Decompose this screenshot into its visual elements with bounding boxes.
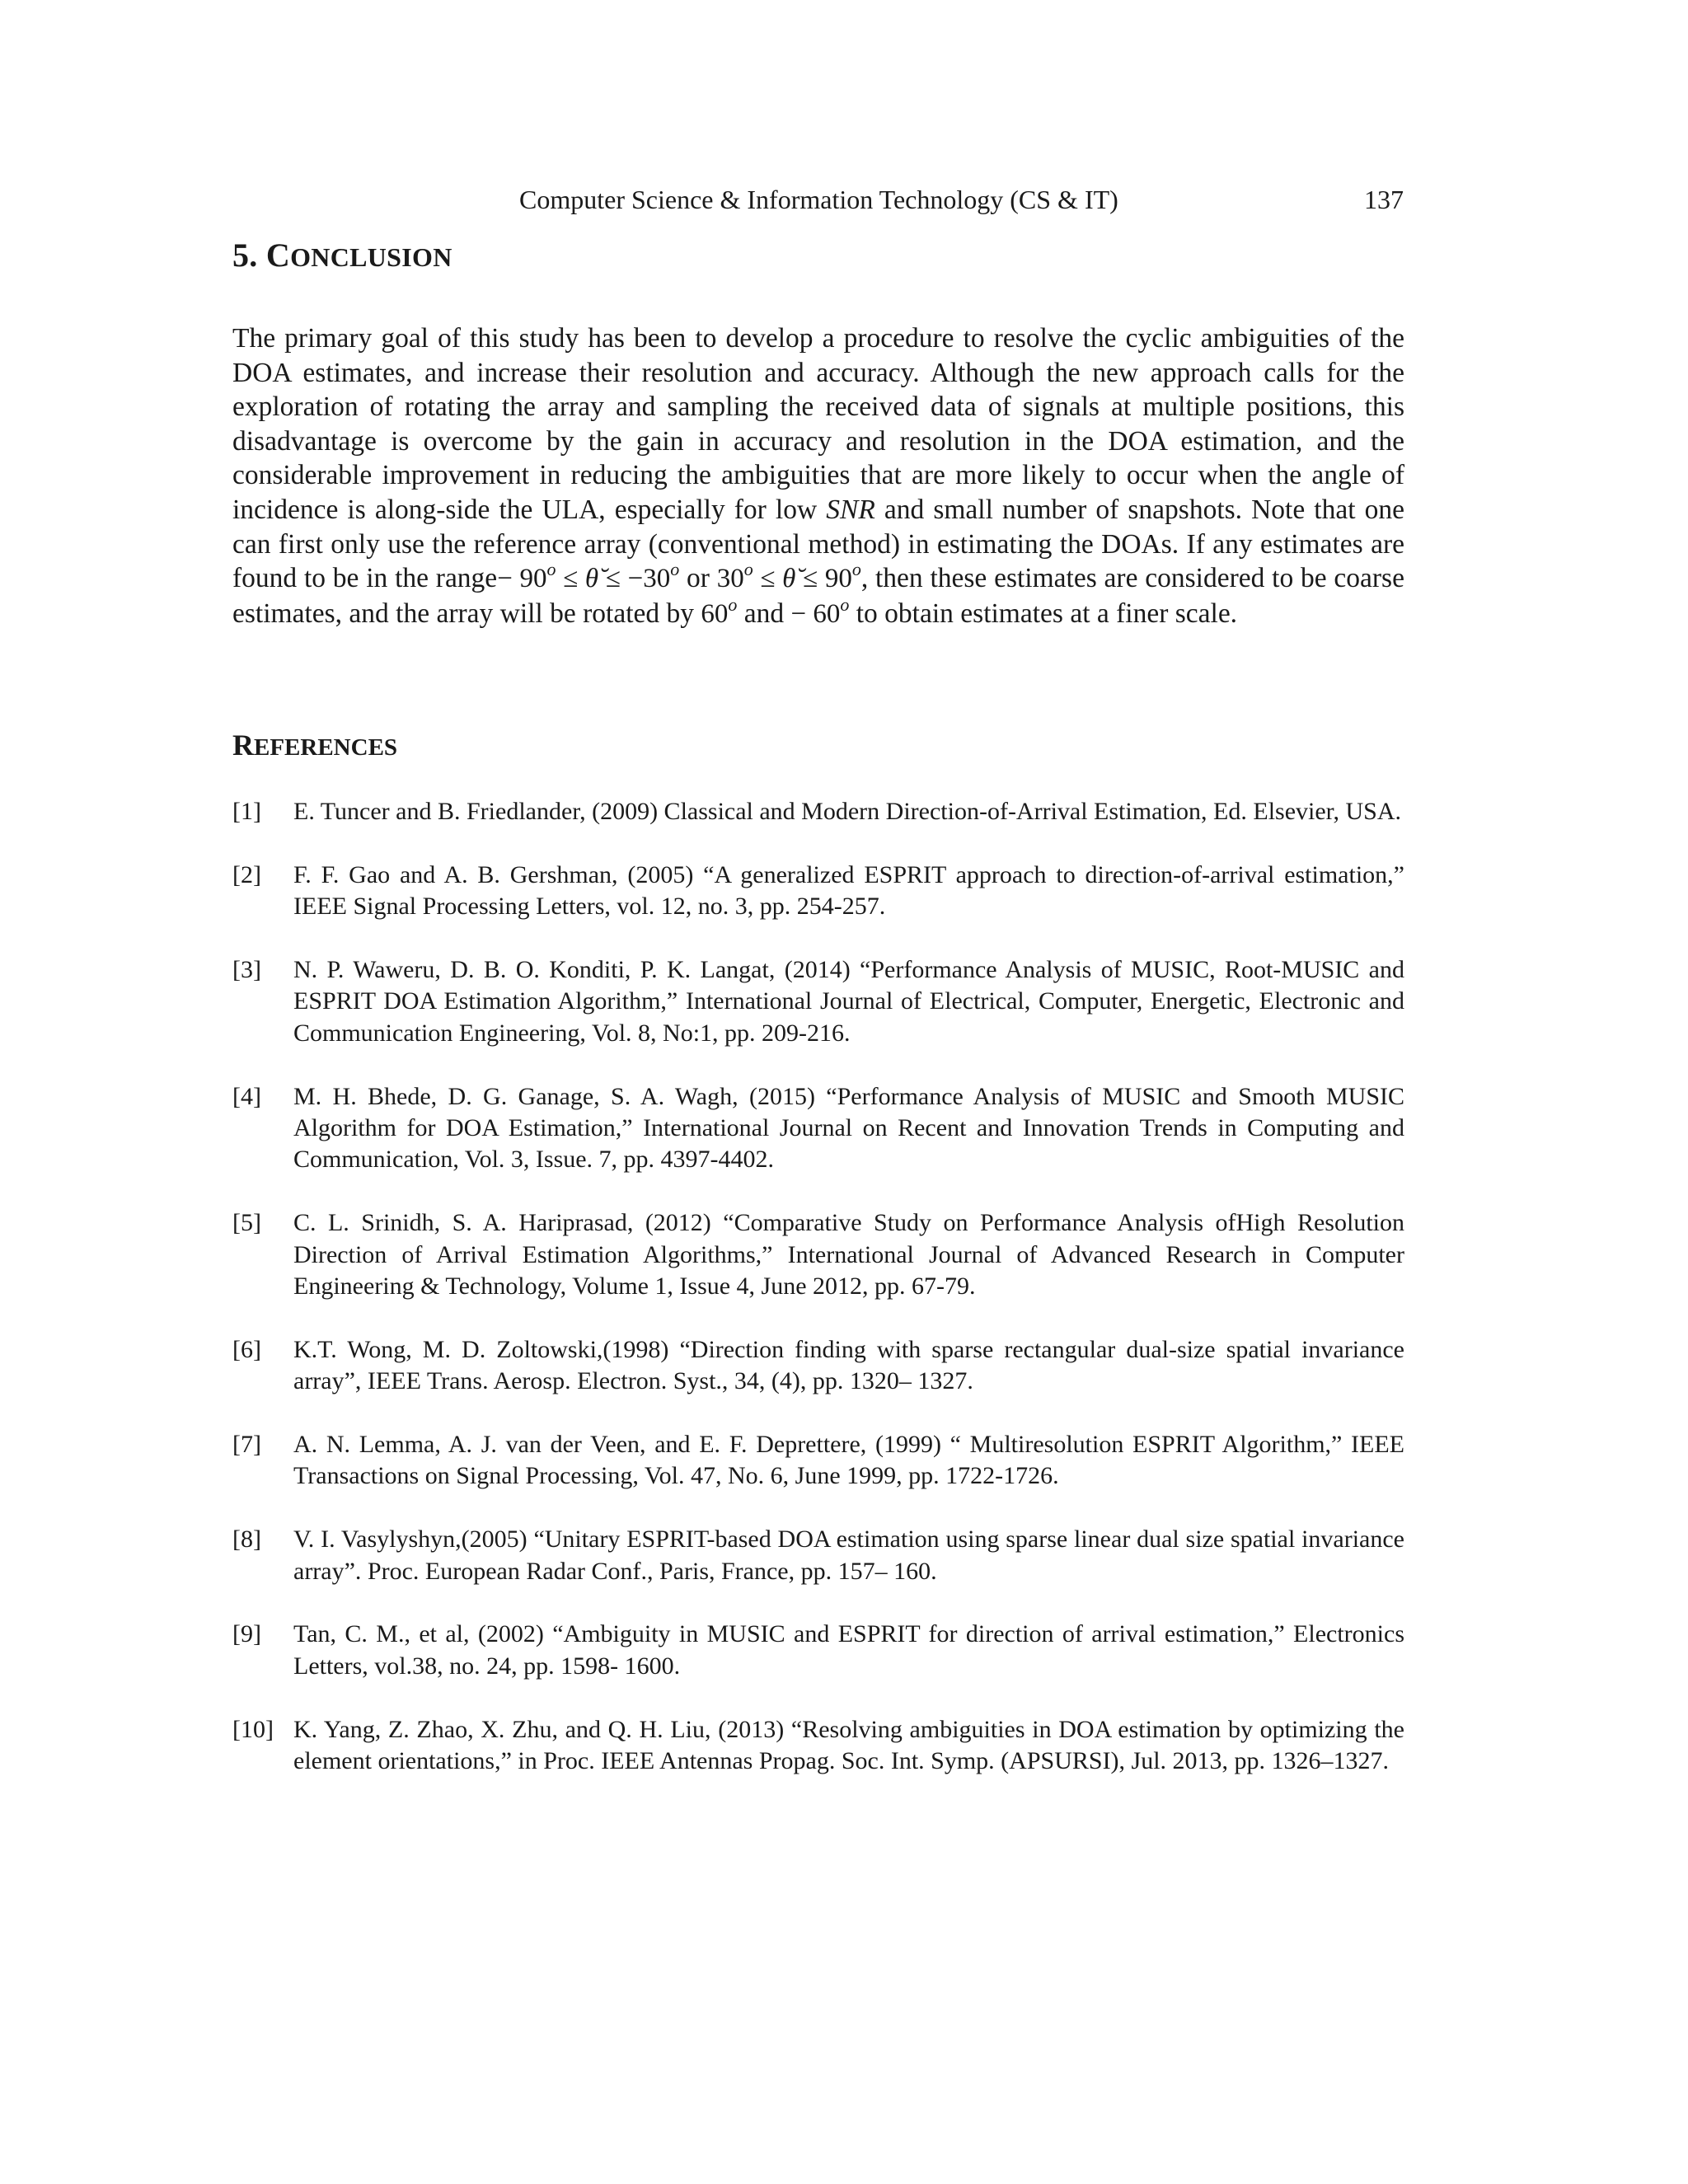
reference-text: Tan, C. M., et al, (2002) “Ambiguity in MUSIC and ESPRIT for direction of arrival estimation,” Electronics Letters, vol.38, no. 24, pp. 1598- 1600. [293, 1620, 1404, 1680]
rotation-expression-2 [790, 593, 850, 629]
refs-heading-smallcaps: EFERENCES [254, 734, 398, 761]
running-head: Computer Science & Information Technology (CS & IT) [519, 185, 1118, 214]
reference-text: K.T. Wong, M. D. Zoltowski,(1998) “Direction finding with sparse rectangular dual-size spatial invariance array”, IEEE Trans. Aerosp. Electron. Syst., 34, (4), pp. 1320– 1327. [293, 1335, 1404, 1395]
reference-text: C. L. Srinidh, S. A. Hariprasad, (2012) “Comparative Study on Performance Analysis ofHigh Resolution Direction of Arrival Estimation Algorithms,” International Journal of Advanced Research in Computer Engineering & Technology, Volume 1, Issue 4, June 2012, pp. 67-79. [293, 1209, 1404, 1301]
math-le: ≤ 90 [795, 564, 852, 594]
reference-number: [8] [232, 1526, 261, 1554]
theta-symbol: θ̆ [584, 564, 599, 594]
heading-number: 5. C [232, 237, 291, 274]
reference-text: F. F. Gao and A. B. Gershman, (2005) “A generalized ESPRIT approach to direction-of-arrival estimation,” IEEE Signal Processing Letters, vol. 12, no. 3, pp. 254-257. [293, 860, 1404, 921]
math-sup: o [728, 593, 738, 615]
reference-number: [9] [232, 1620, 261, 1648]
reference-text: E. Tuncer and B. Friedlander, (2009) Classical and Modern Direction-of-Arrival Estimation, Ed. Elsevier, USA. [293, 798, 1401, 825]
conclusion-text-4: to obtain estimates at a finer scale. [849, 598, 1238, 629]
range-expression-2 [716, 559, 861, 594]
reference-item [232, 1429, 1404, 1493]
reference-text: M. H. Bhede, D. G. Ganage, S. A. Wagh, (2015) “Performance Analysis of MUSIC and Smooth MUSIC Algorithm for DOA Estimation,” International Journal on Recent and Innovation Trends in Computing and Communication, Vol. 3, Issue. 7, pp. 4397-4402. [293, 1082, 1404, 1174]
or-text: or [679, 563, 710, 594]
heading-smallcaps: ONCLUSION [290, 242, 452, 272]
refs-heading-first: R [232, 729, 254, 762]
reference-text: A. N. Lemma, A. J. van der Veen, and E. F. Deprettere, (1999) “ Multiresolution ESPRIT Algorithm,” IEEE Transactions on Signal Processing, Vol. 47, No. 6, June 1999, pp. 1722-1726. [293, 1431, 1404, 1490]
math-range2: 30 [716, 564, 744, 594]
reference-item [232, 1081, 1404, 1176]
math-sup: o [670, 559, 680, 580]
reference-item [232, 1207, 1404, 1302]
snr-term: SNR [826, 494, 875, 525]
reference-number: [4] [232, 1082, 261, 1110]
conclusion-text-1: The primary goal of this study has been to develop a procedure to resolve the cyclic ambiguities of the DOA estimates, and increase their resolution and accuracy. Although the new approach calls for the exploration of rotating the array and sampling the received data of signals at multiple positions, this disadvantage is overcome by the gain in accuracy and resolution in the DOA estimation, and the considerable improvement in reducing the ambiguities that are more likely to occur when the angle of incidence is along-side the ULA, especially for low [232, 323, 1404, 525]
reference-item [232, 860, 1404, 923]
math-rot2: − 60 [790, 598, 841, 629]
math-range1: − 90 [497, 564, 547, 594]
reference-number: [2] [232, 860, 261, 888]
reference-number: [5] [232, 1209, 261, 1237]
theta-symbol: θ̆ [782, 564, 796, 594]
reference-item [232, 796, 1404, 827]
math-sup: o [851, 559, 861, 580]
reference-list [232, 796, 1404, 1809]
reference-item [232, 1619, 1404, 1682]
reference-text: V. I. Vasylyshyn,(2005) “Unitary ESPRIT-based DOA estimation using sparse linear dual size spatial invariance array”. Proc. European Radar Conf., Paris, France, pp. 157– 160. [293, 1526, 1404, 1585]
rotation-expression-1 [701, 593, 738, 629]
reference-number: [1] [232, 798, 261, 825]
page-number: 137 [1364, 185, 1404, 214]
math-le: ≤ [753, 564, 783, 594]
conclusion-paragraph [232, 321, 1404, 631]
math-sup: o [546, 559, 556, 580]
conclusion-text-2: and small number of snapshots. Note that one can first only use the reference array (conventional method) in estimating the DOAs. If any estimates are found to be in the range [232, 494, 1404, 594]
reference-item [232, 1714, 1404, 1778]
reference-text: N. P. Waweru, D. B. O. Konditi, P. K. Langat, (2014) “Performance Analysis of MUSIC, Root-MUSIC and ESPRIT DOA Estimation Algorithm,” International Journal of Electrical, Computer, Energetic, Electronic and Communication Engineering, Vol. 8, No:1, pp. 209-216. [293, 956, 1404, 1047]
reference-text: K. Yang, Z. Zhao, X. Zhu, and Q. H. Liu, (2013) “Resolving ambiguities in DOA estimation by optimizing the element orientations,” in Proc. IEEE Antennas Propag. Soc. Int. Symp. (APSURSI), Jul. 2013, pp. 1326–1327. [293, 1715, 1404, 1775]
range-expression-1 [497, 559, 680, 594]
math-le: ≤ [556, 564, 585, 594]
section-heading-conclusion [232, 234, 452, 279]
math-rot1: 60 [701, 598, 729, 629]
reference-number: [6] [232, 1335, 261, 1363]
reference-item [232, 1524, 1404, 1587]
reference-number: [10] [232, 1715, 274, 1743]
reference-number: [3] [232, 956, 261, 983]
and-text: and [737, 598, 791, 629]
math-sup: o [743, 559, 753, 580]
math-sup: o [840, 593, 850, 615]
math-le: ≤ −30 [598, 564, 671, 594]
section-heading-references [232, 727, 397, 766]
reference-item [232, 1334, 1404, 1398]
conclusion-text-3: , then these estimates are considered to be coarse estimates, and the array will be rotated by [232, 563, 1404, 629]
reference-item [232, 954, 1404, 1049]
reference-number: [7] [232, 1431, 261, 1459]
